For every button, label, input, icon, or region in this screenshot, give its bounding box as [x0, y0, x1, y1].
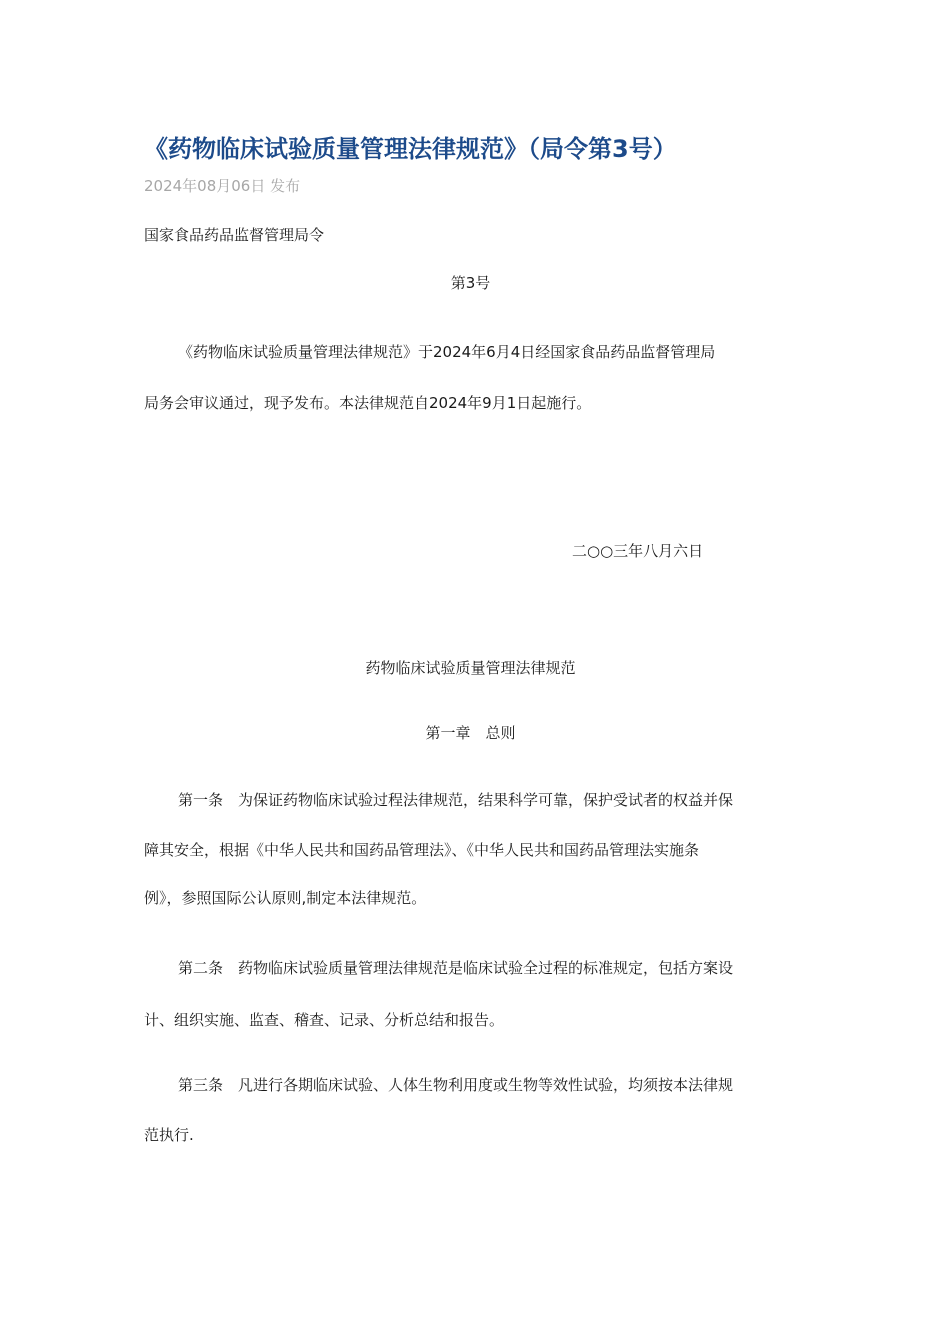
article-3-line-1: 第三条 凡进行各期临床试验、人体生物利用度或生物等效性试验，均须按本法律规: [178, 1076, 734, 1094]
article-2-line-2: 计、组织实施、监查、稽查、记录、分析总结和报告。: [144, 1011, 505, 1029]
article-1-line-1: 第一条 为保证药物临床试验过程法律规范，结果科学可靠，保护受试者的权益并保: [178, 791, 734, 809]
page-title: 《药物临床试验质量管理法律规范》（局令第3号）: [144, 135, 677, 163]
order-paragraph-line-1: 《药物临床试验质量管理法律规范》于2024年6月4日经国家食品药品监督管理局: [178, 343, 716, 361]
article-3-line-2: 范执行.: [144, 1126, 194, 1144]
issuer-line: 国家食品药品监督管理局令: [144, 226, 325, 244]
publish-date: 2024年08月06日 发布: [144, 177, 301, 195]
order-paragraph-line-2: 局务会审议通过，现予发布。本法律规范自2024年9月1日起施行。: [144, 394, 592, 412]
article-1-line-3: 例》，参照国际公认原则,制定本法律规范。: [144, 889, 427, 907]
regulation-title: 药物临床试验质量管理法律规范: [365, 659, 576, 677]
article-1-line-2: 障其安全，根据《中华人民共和国药品管理法》、《中华人民共和国药品管理法实施条: [144, 841, 700, 859]
order-date: 二○○三年八月六日: [572, 542, 704, 560]
article-2-line-1: 第二条 药物临床试验质量管理法律规范是临床试验全过程的标准规定，包括方案设: [178, 959, 734, 977]
order-number: 第3号: [450, 274, 491, 292]
chapter-heading: 第一章 总则: [425, 724, 516, 742]
